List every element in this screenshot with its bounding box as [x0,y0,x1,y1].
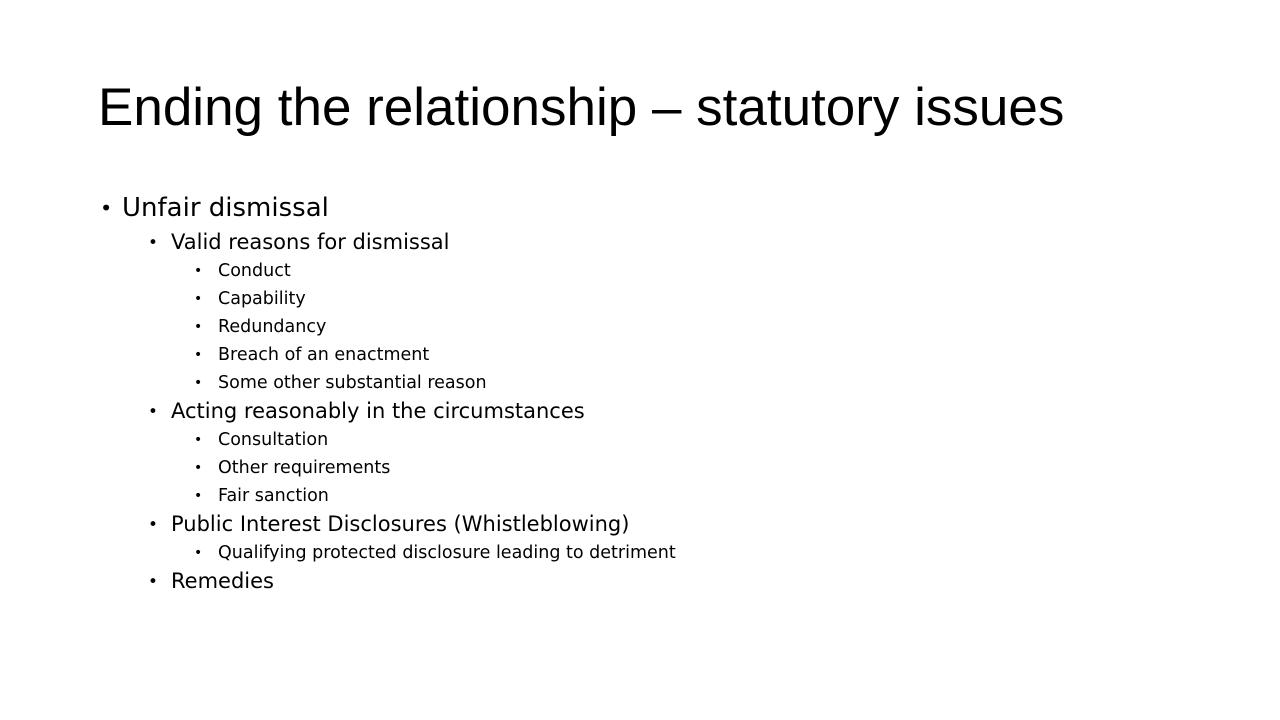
bullet-text: Breach of an enactment [218,345,430,365]
bullet-text: Valid reasons for dismissal [171,230,450,254]
bullet-dot-icon: • [148,401,158,421]
bullet-text: Unfair dismissal [122,193,329,223]
bullet-dot-icon: • [148,514,158,534]
bullet-text: Other requirements [218,458,391,478]
bullet-dot-icon: • [148,232,158,252]
bullet-dot-icon: • [194,488,203,504]
bullet-item [194,454,1180,482]
bullet-text: Acting reasonably in the circumstances [171,399,585,423]
bullet-dot-icon: • [194,432,203,448]
bullet-item [148,510,1180,539]
bullet-list [100,188,1180,596]
bullet-text: Public Interest Disclosures (Whistleblowing) [171,512,630,536]
bullet-item [194,482,1180,510]
bullet-dot-icon: • [194,319,203,335]
bullet-dot-icon: • [148,571,158,591]
bullet-dot-icon: • [194,347,203,363]
bullet-dot-icon: • [194,545,203,561]
bullet-text: Some other substantial reason [218,373,487,393]
bullet-text: Conduct [218,261,291,281]
bullet-dot-icon: • [100,196,113,220]
bullet-dot-icon: • [194,375,203,391]
bullet-item [194,341,1180,369]
bullet-item [148,567,1180,596]
bullet-item [194,426,1180,454]
bullet-text: Remedies [171,569,274,593]
bullet-item [100,188,1180,228]
bullet-item [148,228,1180,257]
bullet-dot-icon: • [194,460,203,476]
bullet-dot-icon: • [194,263,203,279]
bullet-text: Redundancy [218,317,327,337]
bullet-text: Consultation [218,430,329,450]
bullet-item [194,539,1180,567]
bullet-text: Qualifying protected disclosure leading to detriment [218,543,676,563]
bullet-item [194,313,1180,341]
bullet-item [194,285,1180,313]
bullet-dot-icon: • [194,291,203,307]
slide-title: Ending the relationship – statutory issues [98,78,1065,137]
bullet-item [194,369,1180,397]
bullet-item [148,397,1180,426]
bullet-text: Capability [218,289,306,309]
bullet-text: Fair sanction [218,486,329,506]
bullet-item [194,257,1180,285]
